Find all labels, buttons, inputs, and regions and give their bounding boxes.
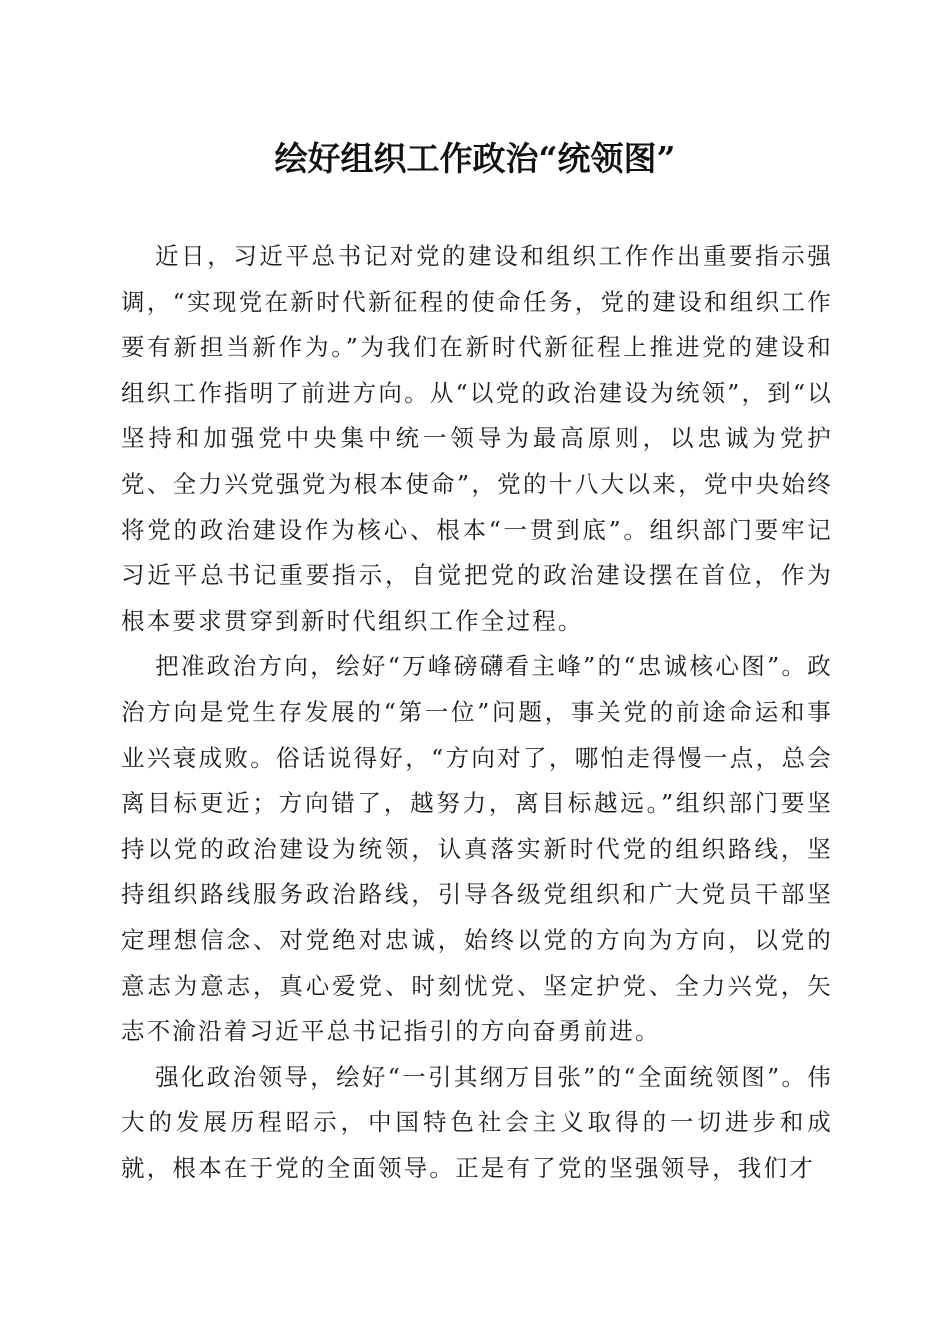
paragraph-2: 把准政治方向，绘好“万峰磅礴看主峰”的“忠诚核心图”。政治方向是党生存发展的“第一位”问题，事关党的前途命运和事业兴衰成败。俗话说得好，“方向对了，哪怕走得慢一点，总会离目标更近；方向错了，越努力，离目标越远。”组织部门要坚持以党的政治建设为统领，认真落实新时代党的组织路线，坚持组织路线服务政治路线，引导各级党组织和广大党员干部坚定理想信念、对党绝对忠诚，始终以党的方向为方向，以党的意志为意志，真心爱党、时刻忧党、坚定护党、全力兴党，矢志不渝沿着习近平总书记指引的方向奋勇前进。 [121,652,833,1046]
paragraph-1: 近日，习近平总书记对党的建设和组织工作作出重要指示强调，“实现党在新时代新征程的使命任务，党的建设和组织工作要有新担当新作为。”为我们在新时代新征程上推进党的建设和组织工作指明了前进方向。从“以党的政治建设为统领”，到“以坚持和加强党中央集中统一领导为最高原则，以忠诚为党护党、全力兴党强党为根本使命”，党的十八大以来，党中央始终将党的政治建设作为核心、根本“一贯到底”。组织部门要牢记习近平总书记重要指示，自觉把党的政治建设摆在首位，作为根本要求贯穿到新时代组织工作全过程。 [121,242,833,635]
document-body [121,234,833,1191]
document-title: 绘好组织工作政治“统领图” [274,139,676,178]
paragraph-3: 强化政治领导，绘好“一引其纲万目张”的“全面统领图”。伟大的发展历程昭示，中国特色社会主义取得的一切进步和成就，根本在于党的全面领导。正是有了党的坚强领导，我们才 [121,1062,833,1182]
